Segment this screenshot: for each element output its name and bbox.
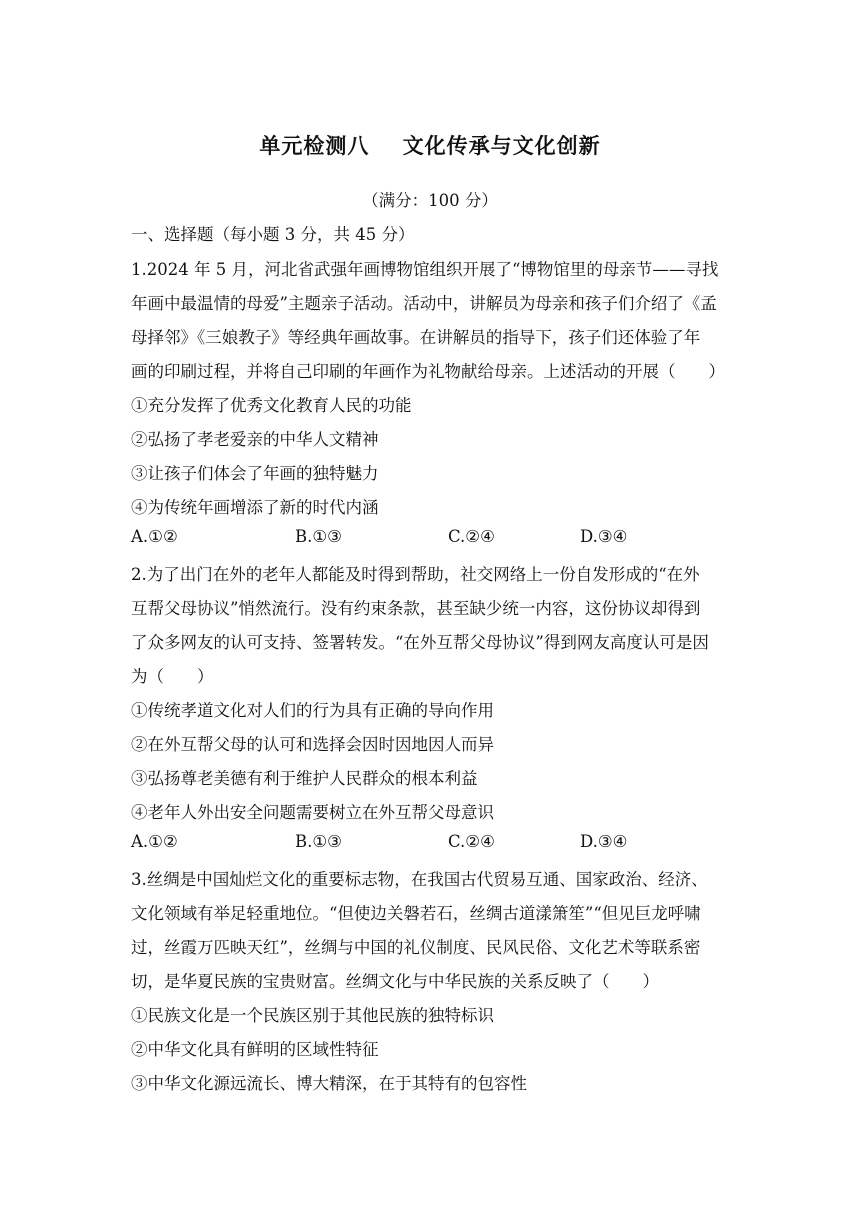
question-text-line: 过，丝霞万匹映天红”，丝绸与中国的礼仪制度、民风民俗、文化艺术等联系密 (131, 938, 701, 957)
answer-choices (131, 832, 731, 856)
full-score-note: （满分：100 分） (362, 191, 498, 210)
question-text-line: 为（ ） (131, 667, 214, 686)
choice-b[interactable]: B.①③ (295, 832, 342, 851)
choice-a[interactable]: A.①② (131, 527, 178, 546)
question-text-line: 互帮父母协议”悄然流行。没有约束条款，甚至缺少统一内容，这份协议却得到 (131, 599, 701, 618)
question-text-line: 画的印刷过程，并将自己印刷的年画作为礼物献给母亲。上述活动的开展（ ） (131, 362, 725, 381)
statement-item: ①充分发挥了优秀文化教育人民的功能 (131, 396, 412, 415)
question-text-line: 文化领域有举足轻重地位。“但使边关磐若石，丝绸古道漾箫笙”“但见巨龙呼啸 (131, 904, 701, 923)
statement-item: ③让孩子们体会了年画的独特魅力 (131, 464, 379, 483)
answer-choices (131, 527, 731, 551)
question-text-line: 了众多网友的认可支持、签署转发。“在外互帮父母协议”得到网友高度认可是因 (131, 633, 709, 652)
choice-c[interactable]: C.②④ (448, 527, 495, 546)
statement-item: ①民族文化是一个民族区别于其他民族的独特标识 (131, 1006, 494, 1025)
statement-item: ②在外互帮父母的认可和选择会因时因地因人而异 (131, 735, 494, 754)
choice-b[interactable]: B.①③ (295, 527, 342, 546)
choice-a[interactable]: A.①② (131, 832, 178, 851)
statement-item: ③中华文化源远流长、博大精深，在于其特有的包容性 (131, 1074, 527, 1093)
question-text-line: 2.为了出门在外的老年人都能及时得到帮助，社交网络上一份自发形成的“在外 (131, 565, 700, 584)
question-text-line: 母择邻》《三娘教子》等经典年画故事。在讲解员的指导下，孩子们还体验了年 (131, 328, 701, 347)
statement-item: ②中华文化具有鲜明的区域性特征 (131, 1040, 379, 1059)
statement-item: ①传统孝道文化对人们的行为具有正确的导向作用 (131, 701, 494, 720)
choice-d[interactable]: D.③④ (580, 832, 628, 851)
page-title: 单元检测八 文化传承与文化创新 (259, 134, 601, 158)
question-text-line: 年画中最温情的母爱”主题亲子活动。活动中，讲解员为母亲和孩子们介绍了《孟 (131, 294, 717, 313)
choice-c[interactable]: C.②④ (448, 832, 495, 851)
question-text-line: 切，是华夏民族的宝贵财富。丝绸文化与中华民族的关系反映了（ ） (131, 972, 659, 991)
statement-item: ③弘扬尊老美德有利于维护人民群众的根本利益 (131, 769, 478, 788)
statement-item: ④为传统年画增添了新的时代内涵 (131, 498, 379, 517)
question-text-line: 1.2024 年 5 月，河北省武强年画博物馆组织开展了“博物馆里的母亲节——寻找 (131, 260, 719, 279)
statement-item: ②弘扬了孝老爱亲的中华人文精神 (131, 430, 379, 449)
question-text-line: 3.丝绸是中国灿烂文化的重要标志物，在我国古代贸易互通、国家政治、经济、 (131, 870, 708, 889)
statement-item: ④老年人外出安全问题需要树立在外互帮父母意识 (131, 803, 494, 822)
choice-d[interactable]: D.③④ (580, 527, 628, 546)
section-heading: 一、选择题（每小题 3 分，共 45 分） (131, 225, 415, 244)
